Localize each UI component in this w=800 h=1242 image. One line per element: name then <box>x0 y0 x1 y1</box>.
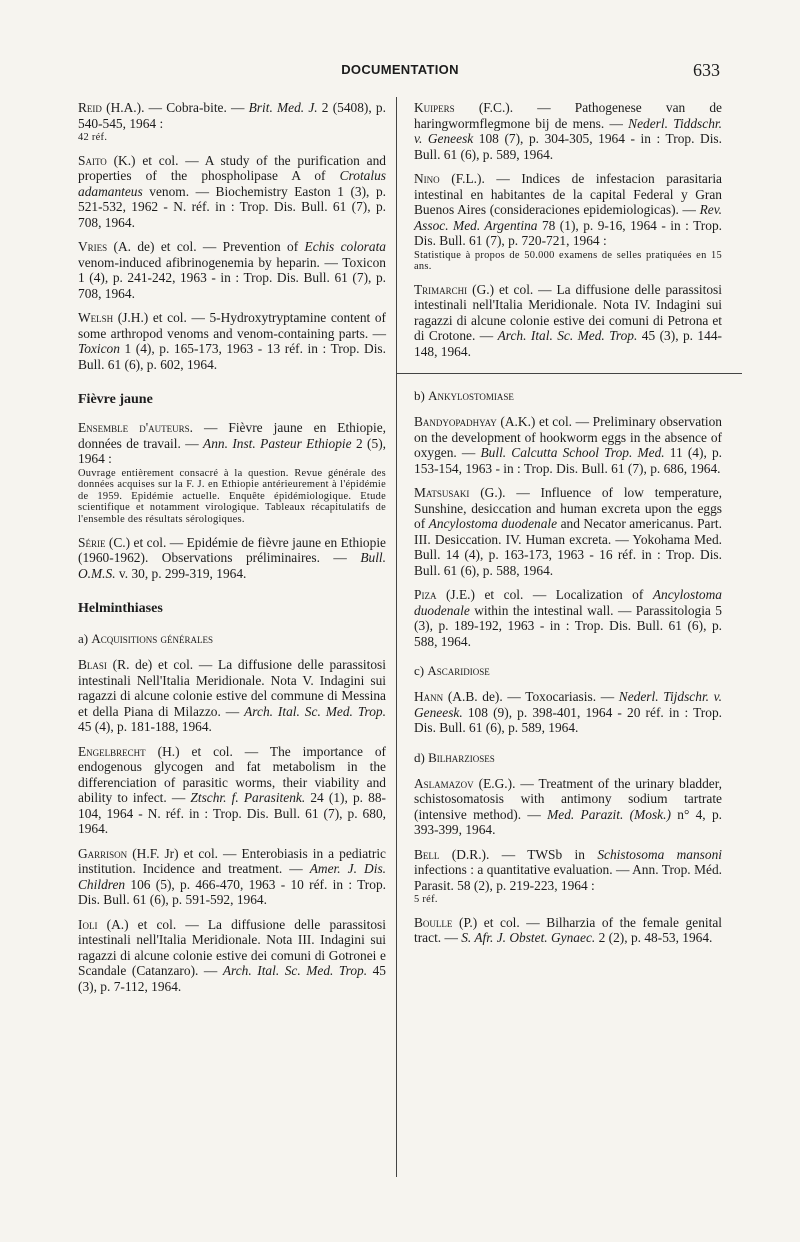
entry-author: Ioli <box>78 916 98 932</box>
subheading-acquisitions <box>78 631 386 647</box>
bibliography-entry <box>414 776 722 838</box>
bibliography-entry <box>78 657 386 735</box>
entry-text: (G.). — Influence of low temperature, Sunshine, desiccation and human excreta upon the eggs of <box>414 485 722 532</box>
subheading-ankylostomiase <box>414 388 722 404</box>
bibliography-entry <box>78 100 386 144</box>
entry-details: 78 (1), p. 9-16, 1964 - in : Trop. Dis. Bull. 61 (7), p. 720-721, 1964 : <box>414 217 722 248</box>
page-header <box>80 60 720 84</box>
subheading-label: Ankylostomiase <box>428 388 514 404</box>
entry-author: Hann <box>414 689 444 705</box>
entry-text: (A. de) et col. — Prevention of <box>107 239 305 255</box>
column-divider <box>396 97 397 1177</box>
entry-author: Welsh <box>78 310 114 326</box>
entry-group <box>414 776 722 946</box>
entry-title-italic: S. Afr. J. Obstet. Gynaec. <box>461 930 596 946</box>
subheading-bilharzioses <box>414 750 722 766</box>
entry-text: (H.F. Jr) et col. — Enterobiasis in a pediatric institution. Incidence and treatment. — <box>78 845 386 877</box>
entry-text: (J.E.) et col. — Localization of <box>436 587 653 603</box>
bibliography-entry <box>414 414 722 476</box>
left-column <box>78 100 386 1003</box>
entry-author: Matsusaki <box>414 485 470 501</box>
entry-details: 1 (4), p. 165-173, 1963 - 13 réf. in : Trop. Dis. Bull. 61 (6), p. 602, 1964. <box>78 341 386 372</box>
subheading-label: Acquisitions générales <box>91 631 213 647</box>
bibliography-entry <box>414 485 722 578</box>
entry-text: (K.) et col. — A study of the purification and properties of the phospholipase A of <box>78 152 386 184</box>
entry-group <box>414 689 722 736</box>
bibliography-entry <box>78 917 386 995</box>
entry-details: venom-induced afibrinogenemia by heparin. — Toxicon 1 (4), p. 241-242, 1963 - in : Trop. Dis. Bull. 61 (7), p. 708, 1964. <box>78 254 386 301</box>
entry-text: (E.G.). — Treatment of the urinary bladder, schistosomatosis with antimony sodium tartrate (intensive method). — <box>414 775 722 822</box>
section-heading-fievre-jaune: Fièvre jaune <box>78 392 153 408</box>
entry-text: (A.) et col. — La diffusione delle parassitosi intestinali nell'Italia Meridionale. Nota III. Indagini sui ragazzi di alcune colonie estive dei comuni di Gotronei e Scandale (Catanzaro). — <box>78 916 386 979</box>
bibliography-entry <box>78 846 386 908</box>
entry-author: Boulle <box>414 914 453 930</box>
entry-title-italic: Nederl. Tiddschr. v. Geneesk <box>414 115 722 146</box>
entry-details: 45 (3), p. 7-112, 1964. <box>78 963 386 994</box>
entry-details: within the intestinal wall. — Parassitologia 5 (3), p. 189-192, 1963 - in : Trop. Dis. Bull. 61 (6), p. 588, 1964. <box>414 602 722 649</box>
entry-text: (C.) et col. — Epidémie de fièvre jaune en Ethiopie (1960-1962). Observations préliminaires. — <box>78 534 386 566</box>
bibliography-entry <box>78 153 386 231</box>
entry-text: (F.L.). — Indices de infestacion parasitaria intestinal en habitantes de la capital Federal y Gran Buenos Aires (consideraciones epidemiologicas). — <box>414 171 722 217</box>
entry-author: Bell <box>414 846 440 862</box>
entry-details: v. 30, p. 299-319, 1964. <box>115 565 247 581</box>
entry-title-italic: Echis colorata <box>304 239 386 255</box>
entry-author: Nino <box>414 171 440 186</box>
entry-details: 106 (5), p. 466-470, 1963 - 10 réf. in : Trop. Dis. Bull. 61 (6), p. 591-592, 1964. <box>78 876 386 908</box>
entry-details: 2 (5), 1964 : <box>78 435 386 467</box>
entry-author: Garrison <box>78 845 128 861</box>
entry-group <box>414 414 722 649</box>
entry-note: 5 réf. <box>414 894 438 906</box>
entry-author: Blasi <box>78 657 107 673</box>
entry-text: (A.K.) et col. — Preliminary observation on the development of hookworm eggs in the absence of oxygen. — <box>414 414 722 461</box>
entry-author: Bandyopadhyay <box>414 414 497 430</box>
entry-group <box>78 420 386 581</box>
entry-title-italic: Ancylostoma duodenale <box>428 516 558 532</box>
entry-author: Vries <box>78 239 108 255</box>
entry-title-italic: Arch. Ital. Sc. Med. Trop. <box>244 703 386 719</box>
entry-title-italic: Brit. Med. J. <box>248 100 318 115</box>
entry-details: and Necator americanus. Part. III. Desiccation. IV. Human excreta. — Yokohama Med. Bull. 14 (4), p. 163-173, 1963 - 16 réf. in : Trop. Dis. Bull. 61 (6), p. 588, 1964. <box>414 516 722 578</box>
entry-title-italic: Arch. Ital. Sc. Med. Trop. <box>497 328 638 344</box>
subheading-letter: d) <box>414 749 429 765</box>
entry-details: 2 (2), p. 48-53, 1964. <box>595 930 713 946</box>
entry-text: (G.) et col. — La diffusione delle parassitosi intestinali nell'Italia Meridionale. Nota IV. Indagini sui ragazzi di alcune colonie estive dei comuni di Petrona et di Crotone. — <box>414 281 722 344</box>
entry-note: Statistique à propos de 50.000 examens de selles pratiquées en 15 ans. <box>414 249 722 273</box>
entry-text: (J.H.) et col. — 5-Hydroxytryptamine content of some arthropod venoms and venom-containing parts. — <box>78 310 386 341</box>
entry-author: Engelbrecht <box>78 743 146 759</box>
entry-author: Série <box>78 534 106 550</box>
section-heading-helminthiases: Helminthiases <box>78 601 163 617</box>
bibliography-entry <box>78 744 386 837</box>
entry-details: 2 (5408), p. 540-545, 1964 : <box>78 100 386 131</box>
subheading-letter: c) <box>414 663 428 679</box>
entry-title-italic: Med. Parazit. (Mosk.) <box>547 806 671 822</box>
subheading-ascaridiose <box>414 663 722 679</box>
subheading-letter: a) <box>78 631 92 647</box>
bibliography-entry <box>414 689 722 736</box>
entry-title-italic: Bull. O.M.S. <box>78 550 386 581</box>
entry-text: (H.A.). — Cobra-bite. — <box>101 100 249 115</box>
entry-group <box>78 657 386 994</box>
entry-author: Kuipers <box>414 100 455 115</box>
entry-title-italic: Nederl. Tijdschr. v. Geneesk. <box>414 689 722 720</box>
bibliography-entry <box>78 535 386 582</box>
entry-title-italic: Ancylostoma duodenale <box>414 587 722 618</box>
entry-group <box>414 100 722 359</box>
entry-author: Trimarchi <box>414 281 468 297</box>
entry-details: 11 (4), p. 153-154, 1963 - in : Trop. Dis. Bull. 61 (7), p. 686, 1964. <box>414 445 722 476</box>
bibliography-entry <box>414 100 722 162</box>
entry-details: 45 (4), p. 181-188, 1964. <box>78 719 212 735</box>
entry-author: Aslamazov <box>414 775 474 791</box>
entry-title-italic: Rev. Assoc. Med. Argentina <box>414 202 722 233</box>
bibliography-entry <box>78 420 386 525</box>
entry-details: venom. — Biochemistry Easton 1 (3), p. 521-532, 1962 - N. réf. in : Trop. Dis. Bull. 61 (7), p. 708, 1964. <box>78 183 386 230</box>
subheading-label: Bilharzioses <box>428 749 495 765</box>
entry-details: infections : a quantitative evaluation. — Ann. Trop. Méd. Parasit. 58 (2), p. 219-223, 1964 : <box>414 862 722 893</box>
running-title: DOCUMENTATION <box>341 62 459 77</box>
entry-author: Reid <box>78 100 102 115</box>
bibliography-entry <box>414 587 722 649</box>
entry-text: (R. de) et col. — La diffusione delle parassitosi intestinali Nell'Italia Meridionale. Nota V. Indagini sui ragazzi di alcune colonie estive del commune di Messina et della Piana di Milazzo. — <box>78 657 386 719</box>
entry-group <box>78 100 386 372</box>
entry-author: Ensemble d'auteurs. <box>78 420 193 436</box>
entry-details: 24 (1), p. 88-104, 1964 - N. réf. in : Trop. Dis. Bull. 61 (7), p. 680, 1964. <box>78 790 386 837</box>
entry-note: Ouvrage entièrement consacré à la question. Revue générale des données acquises sur la F. J. en Ethiopie antérieurement à l'épidémie de 1959. Epidémie actuelle. Enquête épidémiologique. Etude scientifique et notamment virologique. Tableaux récapitulatifs de l'ensemble des résultats sérologiques. <box>78 467 386 525</box>
entry-title-italic: Arch. Ital. Sc. Med. Trop. <box>222 963 368 979</box>
bibliography-entry <box>78 310 386 372</box>
section-separator <box>396 373 742 374</box>
entry-details: 108 (7), p. 304-305, 1964 - in : Trop. Dis. Bull. 61 (6), p. 589, 1964. <box>414 131 722 162</box>
entry-details: 108 (9), p. 398-401, 1964 - 20 réf. in : Trop. Dis. Bull. 61 (6), p. 589, 1964. <box>414 704 722 736</box>
entry-text: (A.B. de). — Toxocariasis. — <box>443 689 619 705</box>
bibliography-entry <box>414 171 722 273</box>
entry-text: (H.) et col. — The importance of endogenous glycogen and fat metabolism in the differenciation of parasitic worms, their viability and ability to infect. — <box>78 743 386 806</box>
entry-title-italic: Toxicon <box>78 341 120 357</box>
entry-author: Saito <box>78 152 107 168</box>
entry-title-italic: Crotalus adamanteus <box>78 168 386 199</box>
right-column <box>414 100 722 955</box>
entry-details: n° 4, p. 393-399, 1964. <box>414 806 723 838</box>
subheading-letter: b) <box>414 388 429 404</box>
bibliography-entry <box>78 239 386 301</box>
bibliography-entry <box>414 847 722 906</box>
entry-title-italic: Ztschr. f. Parasitenk. <box>190 790 306 806</box>
entry-text: (D.R.). — TWSb in <box>439 846 598 862</box>
entry-title-italic: Ann. Inst. Pasteur Ethiopie <box>203 435 352 451</box>
page-number: 633 <box>693 60 720 80</box>
entry-text: (F.C.). — Pathogenese van de haringwormflegmone bij de mens. — <box>414 100 722 131</box>
bibliography-entry <box>414 282 722 360</box>
entry-note: 42 réf. <box>78 132 108 143</box>
entry-title-italic: Bull. Calcutta School Trop. Med. <box>480 445 665 461</box>
entry-text: (P.) et col. — Bilharzia of the female genital tract. — <box>414 914 722 946</box>
entry-text: — Fièvre jaune en Ethiopie, données de travail. — <box>78 420 386 451</box>
subheading-label: Ascaridiose <box>427 663 490 679</box>
entry-author: Piza <box>414 587 437 603</box>
entry-title-italic: Schistosoma mansoni <box>597 846 723 862</box>
entry-title-italic: Amer. J. Dis. Children <box>78 861 386 892</box>
entry-details: 45 (3), p. 144-148, 1964. <box>414 328 722 359</box>
bibliography-entry <box>414 915 722 946</box>
